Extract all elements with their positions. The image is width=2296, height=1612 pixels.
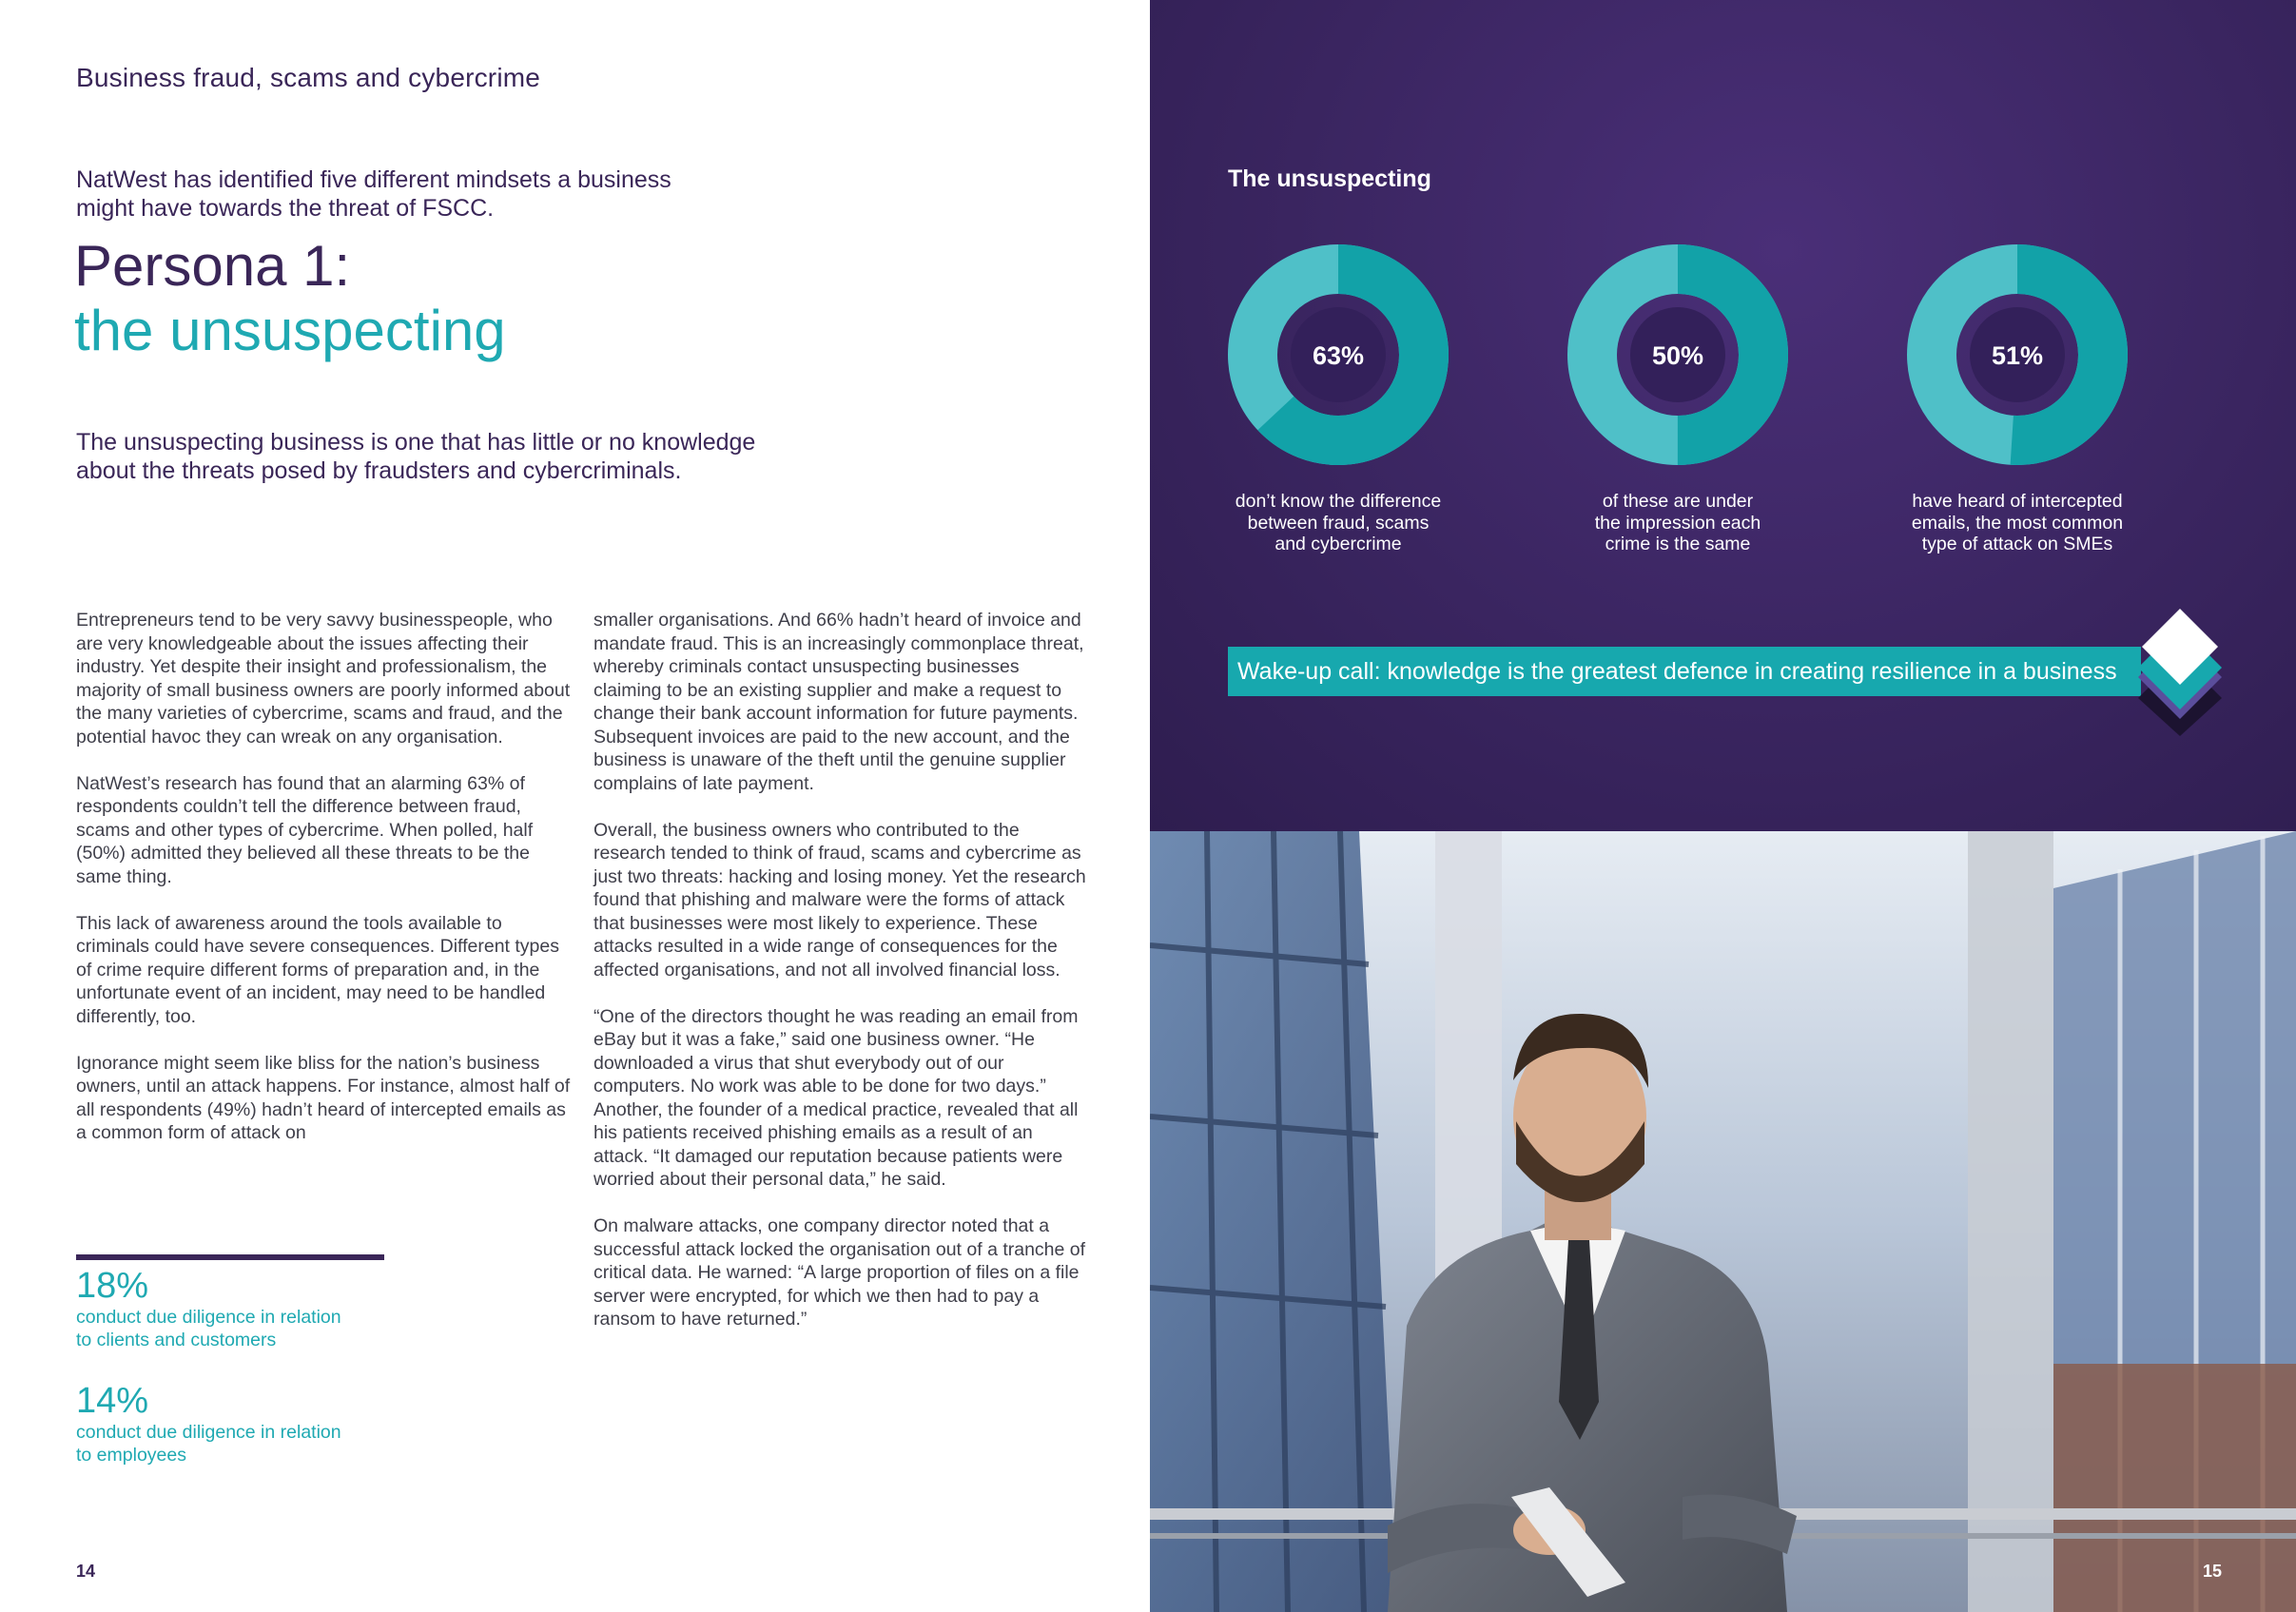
- donut-label: 50%: [1651, 341, 1704, 370]
- donut-label: 63%: [1312, 341, 1365, 370]
- body-paragraph: Entrepreneurs tend to be very savvy businesspeople, who are very knowledgeable about the issues affecting their industry. Yet despite their insight and professionalism, the majority of small business owners are poorly informed about the many varieties of cybercrime, scams and fraud, and the potential havoc they can wreak on any organisation.: [76, 610, 571, 748]
- donut-chart-50: [1567, 244, 1788, 465]
- donut-51: [1907, 244, 2128, 465]
- body-column-1: [76, 609, 571, 1168]
- photo-illustration: [1150, 831, 2296, 1612]
- infographic-panel: [1150, 0, 2296, 831]
- businessman-photo: [1150, 831, 2296, 1612]
- donut-63: [1228, 244, 1449, 465]
- page-number-right: 15: [2203, 1562, 2223, 1581]
- stat-clients-due-diligence: [76, 1266, 341, 1351]
- donut-chart-63: [1228, 244, 1449, 465]
- body-paragraph: smaller organisations. And 66% hadn’t heard of invoice and mandate fraud. This is an increasingly commonplace threat, whereby criminals contact unsuspecting businesses claiming to be an existing supplier and make a request to change their bank account information for future payments. Subsequent invoices are paid to the new account, and the business is unaware of the theft until the genuine supplier complains of late payment.: [593, 610, 1084, 794]
- body-paragraph: On malware attacks, one company director noted that a successful attack locked the organisation out of a tranche of critical data. He warned: “A large proportion of files on a file server were encrypted, for which we then had to pay a ransom to have returned.”: [593, 1215, 1086, 1330]
- body-paragraph: Overall, the business owners who contributed to the research tended to think of fraud, scams and cybercrime as just two threats: hacking and losing money. Yet the research found that phishing and malware were the forms of attack that businesses were most likely to experience. These attacks resulted in a wide range of consequences for the affected organisations, and not all involved financial loss.: [593, 819, 1086, 981]
- body-paragraph: “One of the directors thought he was reading an email from eBay but it was a fake,” said one business owner. “He downloaded a virus that shut everybody out of our computers. No work was able to be done for two days.” Another, the founder of a medical practice, revealed that all his patients received phishing emails as a result of an attack. “It damaged our reputation because patients were worried about their personal data,” he said.: [593, 1005, 1079, 1190]
- intro-text: NatWest has identified five different mindsets a business might have towards the threat of FSCC.: [76, 166, 671, 222]
- banner-text: Wake-up call: knowledge is the greatest defence in creating resilience in a business: [1237, 658, 2117, 685]
- body-paragraph: This lack of awareness around the tools available to criminals could have severe consequences. Different types of crime require different forms of preparation and, in the unfortunate event of an incident, may need to be handled differently, too.: [76, 912, 559, 1027]
- right-page: [1150, 0, 2296, 1612]
- body-paragraph: NatWest’s research has found that an alarming 63% of respondents couldn’t tell the difference between fraud, scams and other types of cybercrime. When polled, half (50%) admitted they believed all these threats to be the same thing.: [76, 772, 534, 887]
- donut-caption: have heard of intercepted emails, the most common type of attack on SMEs: [1911, 491, 2124, 554]
- panel-title: The unsuspecting: [1228, 165, 1431, 192]
- donut-label: 51%: [1991, 341, 2044, 370]
- body-column-2: [593, 609, 1088, 1354]
- persona-subheading: the unsuspecting: [74, 299, 506, 362]
- donut-caption: don’t know the difference between fraud, scams and cybercrime: [1235, 491, 1442, 554]
- page-number-left: 14: [76, 1562, 96, 1581]
- body-paragraph: Ignorance might seem like bliss for the nation’s business owners, until an attack happens. For instance, almost half of all respondents (49%) hadn’t heard of intercepted emails as a common form of attack on: [76, 1052, 571, 1143]
- persona-heading: Persona 1:: [74, 234, 351, 298]
- donut-caption: of these are under the impression each crime is the same: [1594, 491, 1761, 554]
- section-title: Business fraud, scams and cybercrime: [76, 63, 541, 92]
- stat-divider: [76, 1254, 384, 1260]
- stat-description: conduct due diligence in relation to clients and customers: [76, 1307, 341, 1350]
- stat-description: conduct due diligence in relation to employees: [76, 1422, 341, 1466]
- donut-50: [1567, 244, 1788, 465]
- stat-value: 14%: [76, 1381, 149, 1421]
- stat-value: 18%: [76, 1266, 149, 1306]
- lead-paragraph: The unsuspecting business is one that has little or no knowledge about the threats posed by fraudsters and cybercriminals.: [76, 429, 756, 484]
- stat-employees-due-diligence: [76, 1381, 341, 1466]
- donut-chart-51: [1907, 244, 2128, 465]
- wake-up-call-banner: [1228, 647, 2141, 696]
- diamond-icon: [2134, 609, 2229, 737]
